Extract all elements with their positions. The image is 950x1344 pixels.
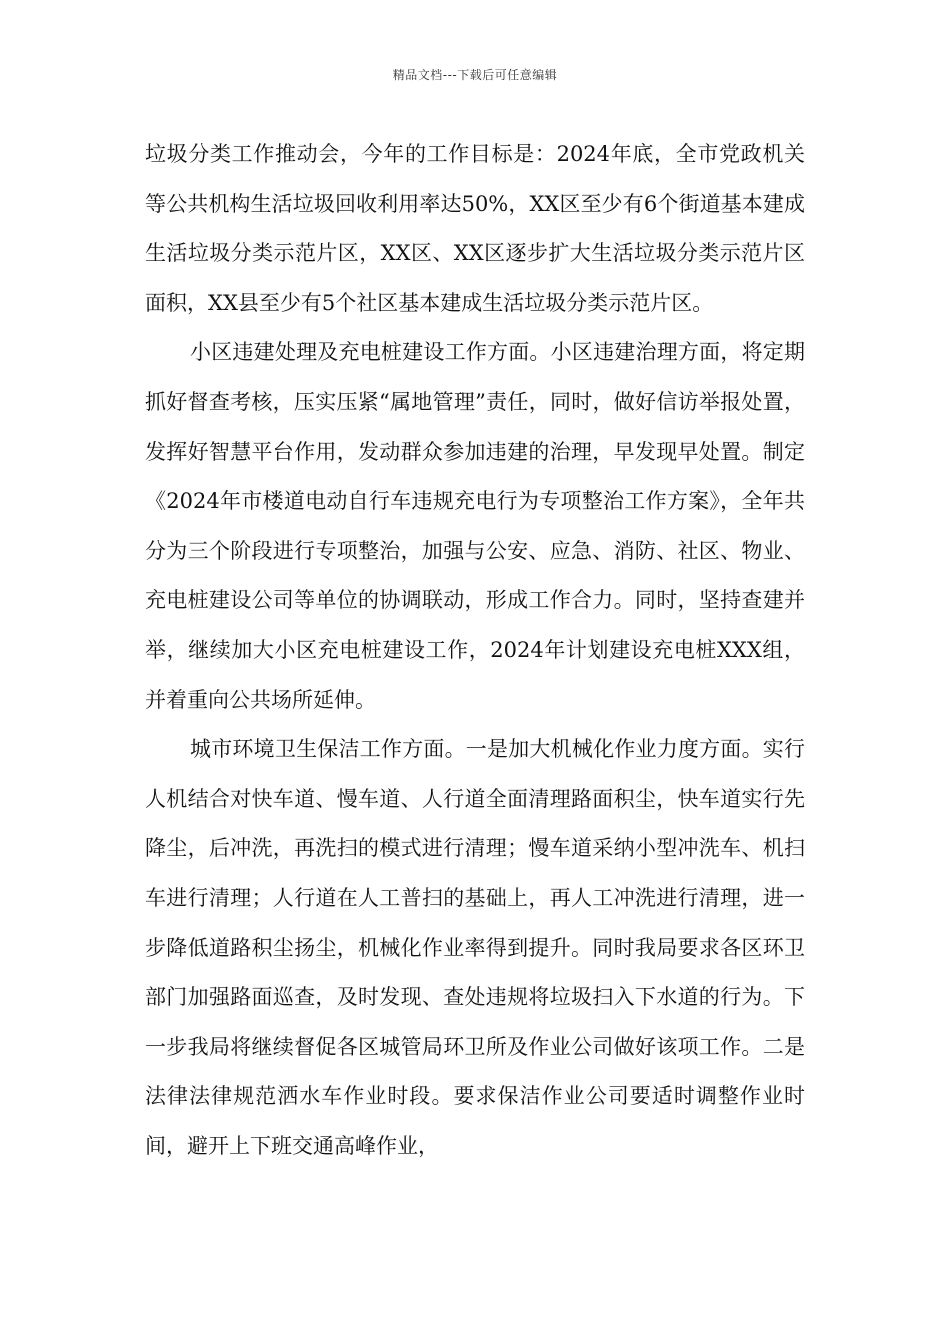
- paragraph-3: 城市环境卫生保洁工作方面。一是加大机械化作业力度方面。实行人机结合对快车道、慢车道、人行道全面清理路面积尘，快车道实行先降尘，后冲洗，再洗扫的模式进行清理；慢车道采纳小型冲洗车、机扫车进行清理；人行道在人工普扫的基础上，再人工冲洗进行清理，进一步降低道路积尘扬尘，机械化作业率得到提升。同时我局要求各区环卫部门加强路面巡查，及时发现、查处违规将垃圾扫入下水道的行为。下一步我局将继续督促各区城管局环卫所及作业公司做好该项工作。二是法律法律规范洒水车作业时段。要求保洁作业公司要适时调整作业时间，避开上下班交通高峰作业，: [145, 737, 805, 1158]
- page-header: 精品文档---下载后可任意编辑: [392, 68, 558, 82]
- paragraph-2: 小区违建处理及充电桩建设工作方面。小区违建治理方面，将定期抓好督查考核，压实压紧“属地管理”责任，同时，做好信访举报处置，发挥好智慧平台作用，发动群众参加违建的治理，早发现早处置。制定《2024年市楼道电动自行车违规充电行为专项整治工作方案》，全年共分为三个阶段进行专项整治，加强与公安、应急、消防、社区、物业、充电桩建设公司等单位的协调联动，形成工作合力。同时，坚持查建并举，继续加大小区充电桩建设工作，2024年计划建设充电桩XXX组，并着重向公共场所延伸。: [145, 340, 805, 712]
- paragraph-1: 垃圾分类工作推动会，今年的工作目标是：2024年底，全市党政机关等公共机构生活垃圾回收利用率达50%，XX区至少有6个街道基本建成生活垃圾分类示范片区，XX区、XX区逐步扩大生活垃圾分类示范片区面积，XX县至少有5个社区基本建成生活垃圾分类示范片区。: [145, 142, 805, 315]
- document-body: [145, 130, 805, 1171]
